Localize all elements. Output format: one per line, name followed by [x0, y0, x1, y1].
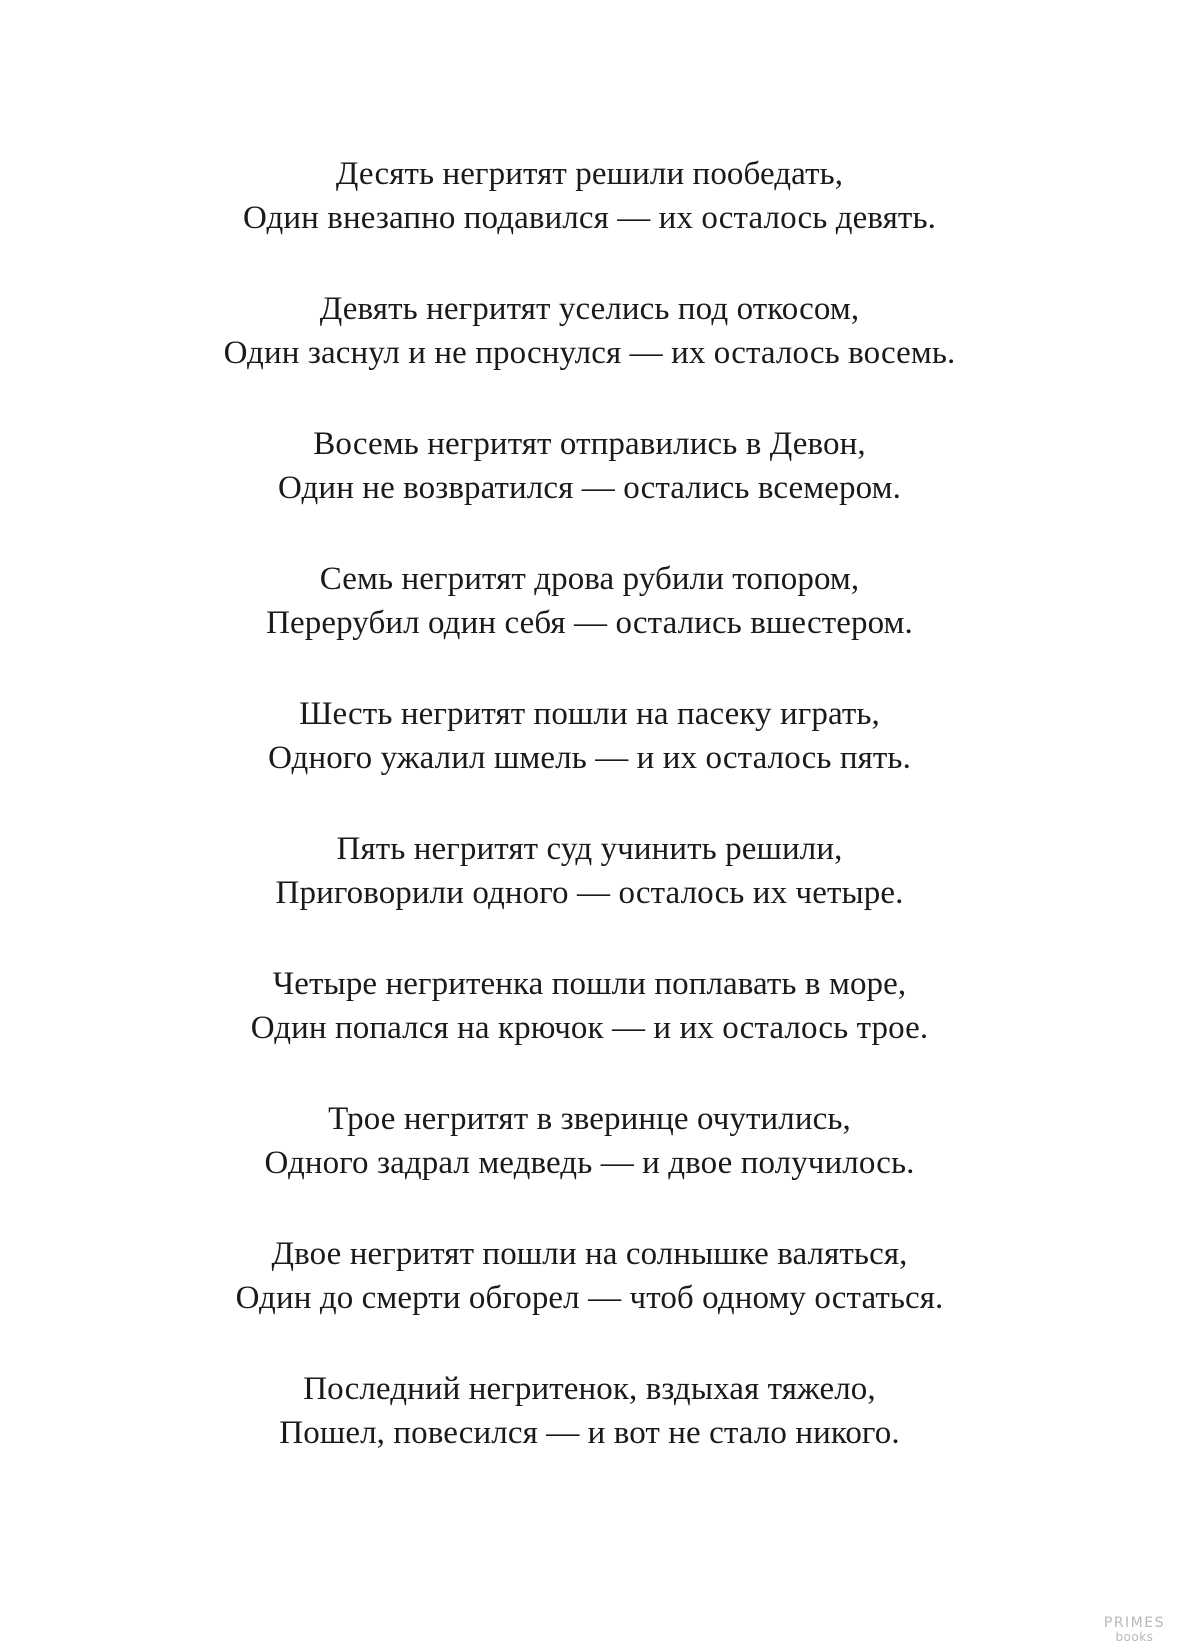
stanza-3	[0, 422, 1179, 510]
poem-line: Пошел, повесился — и вот не стало никого.	[279, 1415, 900, 1451]
poem	[0, 152, 1179, 1502]
poem-line: Двое негритят пошли на солнышке валяться,	[271, 1236, 908, 1272]
stanza-6	[0, 827, 1179, 915]
poem-line: Десять негритят решили пообедать,	[335, 156, 844, 192]
poem-line: Последний негритенок, вздыхая тяжело,	[303, 1371, 876, 1407]
poem-line: Восемь негритят отправились в Девон,	[313, 426, 866, 462]
poem-line: Семь негритят дрова рубили топором,	[319, 561, 860, 597]
poem-line: Один не возвратился — остались всемером.	[278, 470, 901, 506]
poem-line: Девять негритят уселись под откосом,	[319, 291, 860, 327]
stanza-9	[0, 1232, 1179, 1320]
poem-line: Один заснул и не проснулся — их осталось восемь.	[223, 335, 956, 371]
stanza-4	[0, 557, 1179, 645]
poem-line: Один внезапно подавился — их осталось девять.	[243, 200, 936, 236]
stanza-7	[0, 962, 1179, 1050]
poem-line: Одного ужалил шмель — и их осталось пять.	[268, 740, 911, 776]
poem-line: Одного задрал медведь — и двое получилось.	[264, 1145, 915, 1181]
stanza-8	[0, 1097, 1179, 1185]
stanza-10	[0, 1367, 1179, 1455]
poem-line: Пять негритят суд учинить решили,	[336, 831, 843, 867]
watermark-bottom-text: books	[1115, 1630, 1154, 1644]
stanza-2	[0, 287, 1179, 375]
poem-line: Один попался на крючок — и их осталось трое.	[250, 1010, 929, 1046]
watermark-top-text: PRIMES	[1103, 1615, 1165, 1631]
poem-line: Один до смерти обгорел — чтоб одному остаться.	[235, 1280, 944, 1316]
poem-line: Шесть негритят пошли на пасеку играть,	[299, 696, 880, 732]
poem-line: Приговорили одного — осталось их четыре.	[275, 875, 904, 911]
publisher-watermark	[1104, 1616, 1165, 1643]
poem-line: Четыре негритенка пошли поплавать в море,	[272, 966, 907, 1002]
poem-line: Перерубил один себя — остались вшестером.	[266, 605, 913, 641]
stanza-5	[0, 692, 1179, 780]
stanza-1	[0, 152, 1179, 240]
poem-line: Трое негритят в зверинце очутились,	[328, 1101, 851, 1137]
